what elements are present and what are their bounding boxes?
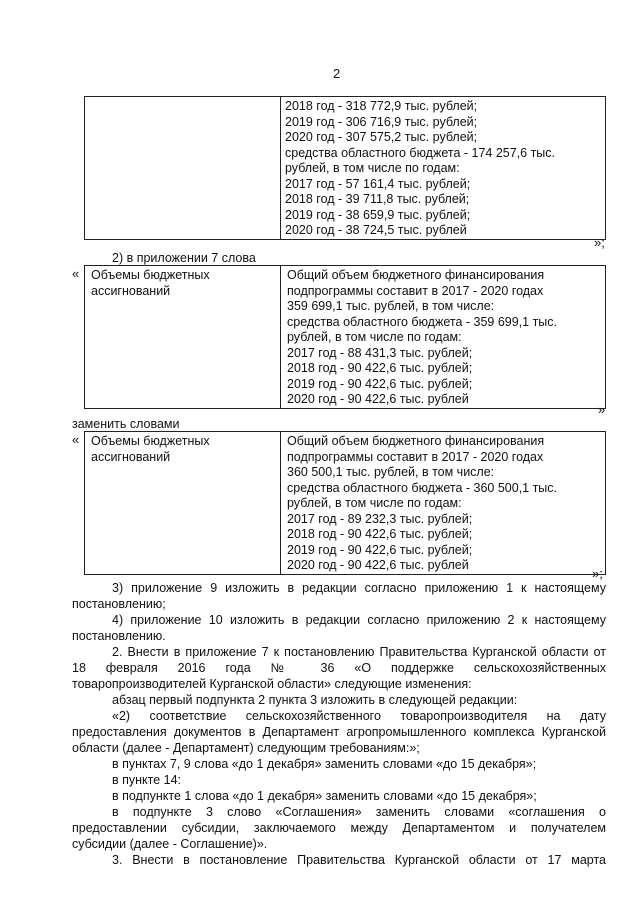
table1-line: 2019 год - 38 659,9 тыс. рублей; <box>285 207 471 222</box>
page-number: 2 <box>333 66 341 81</box>
table3-line: 2018 год - 90 422,6 тыс. рублей; <box>287 527 473 541</box>
points-7-9-line: в пунктах 7, 9 слова «до 1 декабря» заменить словами «до 15 декабря»; <box>112 757 537 771</box>
table3-left-line: ассигнований <box>91 449 171 464</box>
section2-line2: 18 февраля 2016 года № 36 «О поддержке сельскохозяйственных <box>72 661 606 675</box>
table1-right-cell <box>281 97 606 240</box>
table1-line: средства областного бюджета - 174 257,6 тыс. <box>285 145 556 160</box>
table1-line: 2020 год - 38 724,5 тыс. рублей <box>285 223 467 237</box>
replace-with-label: заменить словами <box>72 417 180 431</box>
table2-left-line: Объемы бюджетных <box>91 268 210 282</box>
table2-right-cell <box>281 266 606 409</box>
table1-line: 2018 год - 39 711,8 тыс. рублей; <box>285 192 470 206</box>
subitem1-line: в подпункте 1 слова «до 1 декабря» заменить словами «до 15 декабря»; <box>112 789 537 803</box>
quoted-item2-line1: «2) соответствие сельскохозяйственного товаропроизводителя на дату <box>112 709 606 723</box>
section2-line1: 2. Внести в приложение 7 к постановлению Правительства Курганской области от <box>112 645 606 659</box>
item2-intro: 2) в приложении 7 слова <box>112 251 256 265</box>
subitem3-line2: предоставлении субсидии, заключаемого между Департаментом и получателем <box>72 821 606 835</box>
table1-close-quote: »; <box>594 235 605 250</box>
budget-table-continuation <box>84 96 606 240</box>
table1-line: рублей, в том числе по годам: <box>285 161 460 175</box>
quoted-item2-line2: предоставления документов в Департамент агропромышленного комплекса Курганской <box>72 725 606 739</box>
table1-line: 2018 год - 318 772,9 тыс. рублей; <box>285 99 478 113</box>
table2-left-cell <box>85 266 281 409</box>
table3-line: 360 500,1 тыс. рублей, в том числе: <box>287 465 495 479</box>
section2-line3: товаропроизводителей Курганской области» следующие изменения: <box>72 677 472 691</box>
subitem3-line3: субсидии (далее - Соглашение)». <box>72 837 268 851</box>
table3-right-cell <box>281 432 606 575</box>
table3-line: 2017 год - 89 232,3 тыс. рублей; <box>287 511 473 526</box>
table3-line: 2019 год - 90 422,6 тыс. рублей; <box>287 542 473 557</box>
table2-line: 2018 год - 90 422,6 тыс. рублей; <box>287 361 473 375</box>
table2-left-line: ассигнований <box>91 283 171 298</box>
table1-line: 2020 год - 307 575,2 тыс. рублей; <box>285 130 478 144</box>
table2-line: подпрограммы составит в 2017 - 2020 годах <box>287 283 544 298</box>
budget-table-old <box>84 265 606 409</box>
quoted-item2-line3: области (далее - Департамент) следующим требованиям:»; <box>72 741 420 755</box>
table2-open-quote: « <box>72 266 80 281</box>
table3-line: средства областного бюджета - 360 500,1 тыс. <box>287 480 558 495</box>
item4-line1: 4) приложение 10 изложить в редакции согласно приложению 2 к настоящему <box>112 613 606 627</box>
table2-line: 2020 год - 90 422,6 тыс. рублей <box>287 392 469 406</box>
table2-line: Общий объем бюджетного финансирования <box>287 268 545 282</box>
budget-table-new <box>84 431 606 575</box>
table2-line: рублей, в том числе по годам: <box>287 330 462 344</box>
table3-line: подпрограммы составит в 2017 - 2020 годах <box>287 449 544 464</box>
table3-left-cell <box>85 432 281 575</box>
table3-line: рублей, в том числе по годам: <box>287 496 462 510</box>
table1-line: 2019 год - 306 716,9 тыс. рублей; <box>285 114 478 129</box>
item4-line2: постановлению. <box>72 629 166 643</box>
section3-line1: 3. Внести в постановление Правительства Курганской области от 17 марта <box>112 853 606 867</box>
paragraph-first-subitem: абзац первый подпункта 2 пункта 3 изложить в следующей редакции: <box>112 693 518 707</box>
point-14-line: в пункте 14: <box>112 773 182 787</box>
subitem3-line1: в подпункте 3 слово «Соглашения» заменить словами «соглашения о <box>112 805 606 819</box>
item3-line2: постановлению; <box>72 597 166 611</box>
table2-line: 2017 год - 88 431,3 тыс. рублей; <box>287 345 473 360</box>
table2-line: 2019 год - 90 422,6 тыс. рублей; <box>287 376 473 391</box>
table3-line: 2020 год - 90 422,6 тыс. рублей <box>287 558 469 572</box>
table2-line: средства областного бюджета - 359 699,1 тыс. <box>287 314 558 329</box>
table2-close-quote: » <box>598 402 606 417</box>
table3-close-quote: »; <box>592 566 603 581</box>
item3-line1: 3) приложение 9 изложить в редакции согласно приложению 1 к настоящему <box>112 581 606 595</box>
table3-line: Общий объем бюджетного финансирования <box>287 434 545 448</box>
table1-line: 2017 год - 57 161,4 тыс. рублей; <box>285 176 471 191</box>
table3-left-line: Объемы бюджетных <box>91 434 210 448</box>
table3-open-quote: « <box>72 432 80 447</box>
table1-left-cell <box>85 97 281 240</box>
table2-line: 359 699,1 тыс. рублей, в том числе: <box>287 299 495 313</box>
